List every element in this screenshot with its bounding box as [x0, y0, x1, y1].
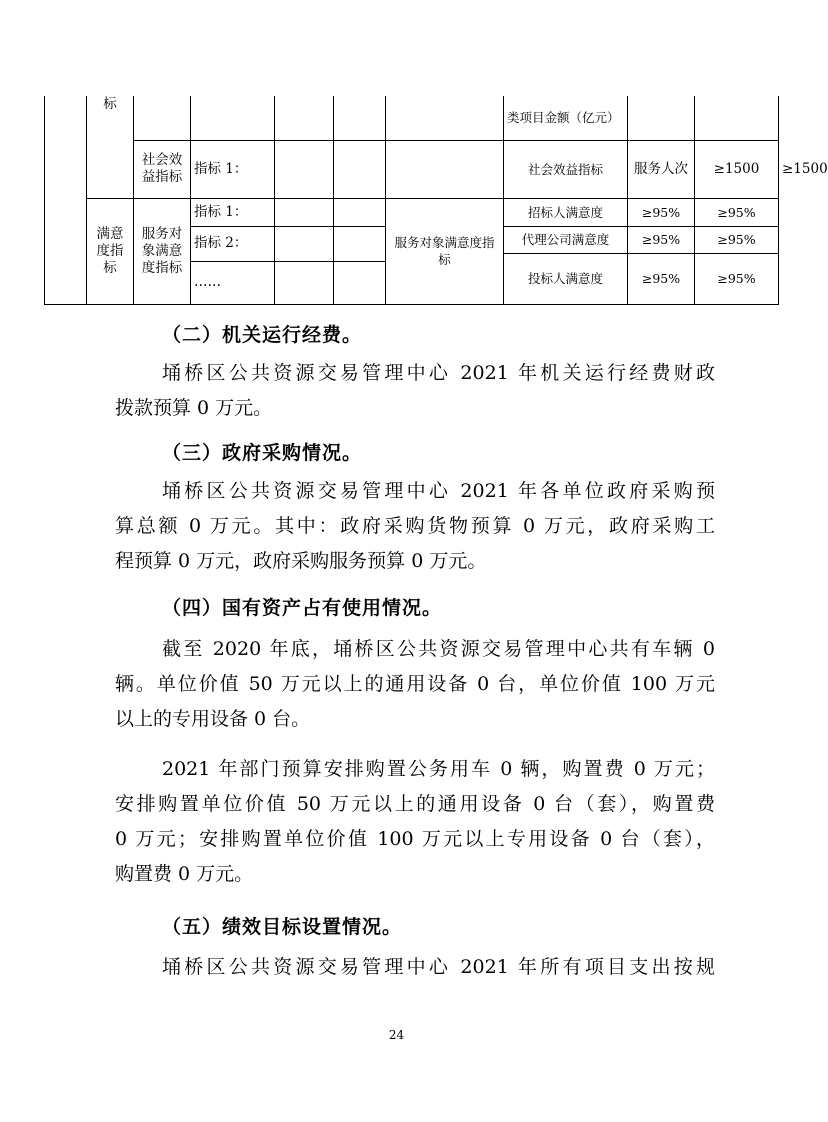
- indicator-name-cell: 投标人满意度: [504, 253, 628, 304]
- value-cell: ≥95%: [628, 226, 695, 253]
- paragraph-line: 以上的专用设备 0 台。: [115, 708, 311, 730]
- section-4-paragraph-1: [115, 632, 715, 737]
- paragraph-line: 购置费 0 万元。: [115, 863, 254, 885]
- value-cell: ≥95%: [695, 198, 779, 226]
- paragraph-line: 截至 2020 年底，埇桥区公共资源交易管理中心共有车辆 0: [162, 638, 715, 660]
- category-cell: 标: [87, 96, 134, 198]
- paragraph-line: 拨款预算 0 万元。: [115, 397, 273, 419]
- section-heading-2: （二）机关运行经费。: [162, 324, 363, 346]
- value-cell: ≥95%: [695, 226, 779, 253]
- paragraph-line: 安排购置单位价值 50 万元以上的通用设备 0 台（套），购置费: [115, 793, 715, 815]
- table-row: 社会效益指标 指标 1： 社会效益指标 服务人次 ≥1500 ≥1500: [45, 140, 779, 198]
- sub-category-cell: 服务对象满意度指标: [134, 198, 191, 304]
- section-4-paragraph-2: [115, 752, 715, 892]
- indicator-placeholder-cell: 指标 1：: [191, 140, 275, 198]
- indicator-name-cell: 类项目金额（亿元）: [504, 96, 628, 140]
- indicator-name-cell: 服务人次: [628, 140, 695, 198]
- table-row: [45, 198, 779, 226]
- ellipsis-cell: ……: [191, 261, 275, 304]
- page-number: 24: [388, 1028, 405, 1042]
- table-row: [45, 96, 779, 140]
- section-2-paragraph: [115, 356, 715, 426]
- indicator-placeholder-cell: 指标 2：: [191, 226, 275, 261]
- value-cell: ≥95%: [695, 253, 779, 304]
- indicator-placeholder-cell: 指标 1：: [191, 198, 275, 226]
- paragraph-line: 埇桥区公共资源交易管理中心 2021 年机关运行经费财政: [162, 362, 715, 384]
- sub-category-cell: 社会效益指标: [134, 140, 191, 198]
- paragraph-line: 2021 年部门预算安排购置公务用车 0 辆，购置费 0 万元；: [162, 758, 715, 780]
- paragraph-line: 辆。单位价值 50 万元以上的通用设备 0 台，单位价值 100 万元: [115, 673, 715, 695]
- value-cell: ≥95%: [628, 253, 695, 304]
- section-heading-3: （三）政府采购情况。: [162, 442, 363, 464]
- paragraph-line: 程预算 0 万元，政府采购服务预算 0 万元。: [115, 550, 487, 572]
- section-3-paragraph: [115, 474, 715, 579]
- paragraph-line: 算总额 0 万元。其中：政府采购货物预算 0 万元，政府采购工: [115, 515, 715, 537]
- section-5-paragraph: [115, 950, 715, 985]
- value-cell: ≥1500: [695, 140, 779, 198]
- paragraph-line: 埇桥区公共资源交易管理中心 2021 年各单位政府采购预: [162, 480, 715, 502]
- category-cell: 服务对象满意度指标: [386, 198, 504, 304]
- blank-cell: [45, 96, 87, 304]
- value-cell: ≥95%: [628, 198, 695, 226]
- section-heading-5: （五）绩效目标设置情况。: [162, 916, 403, 938]
- indicator-name-cell: 代理公司满意度: [504, 226, 628, 253]
- category-cell: 满意度指标: [87, 198, 134, 304]
- indicator-name-cell: 招标人满意度: [504, 198, 628, 226]
- category-cell: 社会效益指标: [504, 140, 628, 198]
- paragraph-line: 埇桥区公共资源交易管理中心 2021 年所有项目支出按规: [162, 956, 715, 978]
- section-heading-4: （四）国有资产占有使用情况。: [162, 597, 443, 619]
- paragraph-line: 0 万元；安排购置单位价值 100 万元以上专用设备 0 台（套），: [115, 828, 715, 850]
- performance-indicator-table: [44, 96, 828, 305]
